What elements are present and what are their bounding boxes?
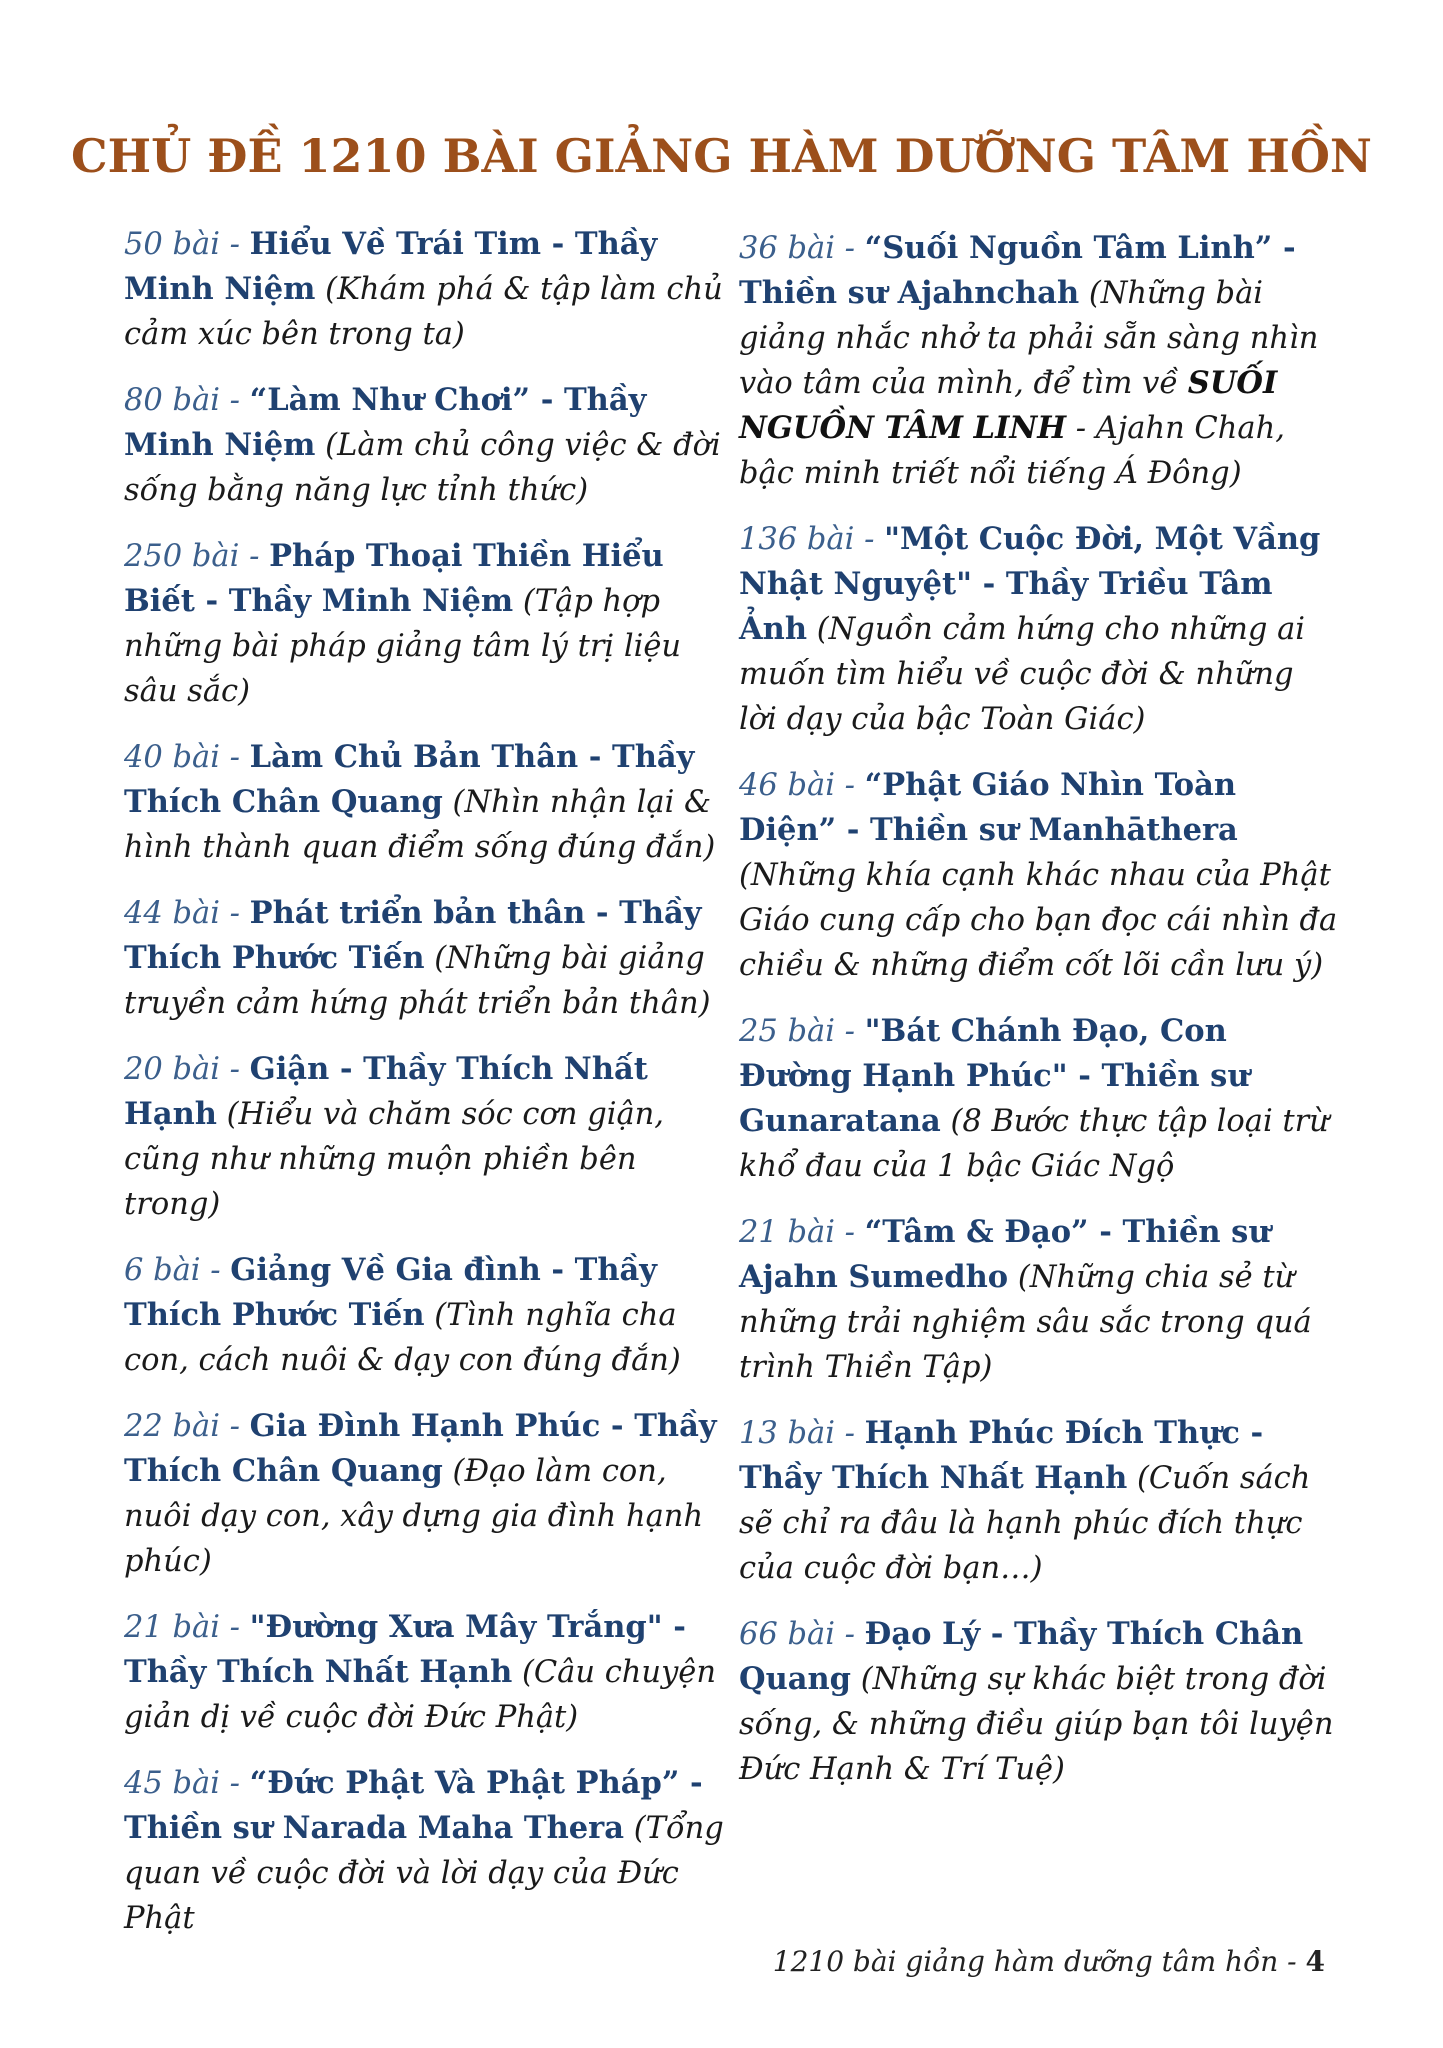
lecture-count: 21 bài - bbox=[124, 1610, 250, 1645]
lecture-count: 13 bài - bbox=[739, 1416, 865, 1451]
lecture-description: (Những chia sẻ từ những trải nghiệm sâu sắc trong quá trình Thiền Tập) bbox=[739, 1260, 1312, 1385]
lecture-count: 6 bài - bbox=[124, 1253, 231, 1288]
lecture-count: 21 bài - bbox=[739, 1215, 865, 1250]
lecture-title: Làm Chủ Bản Thân - Thầy Thích Chân Quang bbox=[124, 739, 695, 820]
lecture-title: “Làm Như Chơi” - Thầy Minh Niệm bbox=[124, 382, 647, 463]
lecture-title: Giận - Thầy Thích Nhất Hạnh bbox=[124, 1051, 648, 1132]
lecture-description: (Làm chủ công việc & đời sống bằng năng lực tỉnh thức) bbox=[124, 428, 721, 508]
lecture-title: Pháp Thoại Thiền Hiểu Biết - Thầy Minh Niệm bbox=[124, 538, 664, 619]
lecture-title: "Bát Chánh Đạo, Con Đường Hạnh Phúc" - Thiền sư Gunaratana bbox=[739, 1013, 1250, 1139]
lecture-title: "Một Cuộc Đời, Một Vầng Nhật Nguyệt" - Thầy Triều Tâm Ảnh bbox=[739, 521, 1321, 647]
lecture-title: Hiểu Về Trái Tim - Thầy Minh Niệm bbox=[124, 226, 658, 307]
footer-text: 1210 bài giảng hàm dưỡng tâm hồn - bbox=[772, 1945, 1306, 1978]
lecture-entry bbox=[124, 222, 724, 357]
lecture-title: Phát triển bản thân - Thầy Thích Phước Tiến bbox=[124, 895, 702, 976]
lecture-description: (Tổng quan về cuộc đời và lời dạy của Đức Phật bbox=[124, 1811, 724, 1936]
lecture-description: (8 Bước thực tập loại trừ khổ đau của 1 bậc Giác Ngộ bbox=[739, 1104, 1329, 1184]
lecture-description-continued: - Ajahn Chah, bậc minh triết nổi tiếng Á Đông) bbox=[739, 411, 1285, 491]
lecture-entry bbox=[739, 763, 1339, 988]
lecture-entry bbox=[124, 534, 724, 714]
lecture-entry bbox=[739, 517, 1339, 742]
lecture-description: (Câu chuyện giản dị về cuộc đời Đức Phật) bbox=[124, 1655, 716, 1735]
lecture-entry bbox=[739, 1612, 1339, 1792]
lecture-title: Giảng Về Gia đình - Thầy Thích Phước Tiến bbox=[124, 1252, 657, 1333]
lecture-title: Hạnh Phúc Đích Thực - Thầy Thích Nhất Hạnh bbox=[739, 1415, 1264, 1496]
lecture-description: (Cuốn sách sẽ chỉ ra đâu là hạnh phúc đích thực của cuộc đời bạn…) bbox=[739, 1461, 1311, 1586]
lecture-description: (Những sự khác biệt trong đời sống, & những điều giúp bạn tôi luyện Đức Hạnh & Trí Tuệ) bbox=[739, 1662, 1334, 1787]
page-footer bbox=[773, 1942, 1325, 1982]
lecture-entry bbox=[124, 378, 724, 513]
lecture-description: (Nguồn cảm hứng cho những ai muốn tìm hiểu về cuộc đời & những lời dạy của bậc Toàn Giác) bbox=[739, 612, 1306, 737]
lecture-title: “Suối Nguồn Tâm Linh” - Thiền sư Ajahnchah bbox=[739, 230, 1296, 311]
lecture-entry bbox=[739, 1411, 1339, 1591]
lecture-count: 136 bài - bbox=[739, 522, 885, 557]
lecture-count: 250 bài - bbox=[124, 539, 270, 574]
lecture-description: (Những bài giảng nhắc nhở ta phải sẵn sàng nhìn vào tâm của mình, để tìm về bbox=[739, 276, 1319, 401]
lecture-entry bbox=[739, 1009, 1339, 1189]
lecture-entry bbox=[124, 735, 724, 870]
lecture-entry bbox=[739, 226, 1339, 496]
lecture-entry bbox=[124, 1605, 724, 1740]
lecture-count: 36 bài - bbox=[739, 231, 865, 266]
left-column bbox=[124, 222, 724, 1962]
lecture-count: 44 bài - bbox=[124, 896, 250, 931]
lecture-entry bbox=[124, 1761, 724, 1941]
page-number: 4 bbox=[1305, 1945, 1325, 1978]
lecture-description: (Khám phá & tập làm chủ cảm xúc bên trong ta) bbox=[124, 272, 723, 352]
lecture-count: 20 bài - bbox=[124, 1052, 250, 1087]
right-column bbox=[739, 226, 1339, 1813]
lecture-count: 25 bài - bbox=[739, 1014, 865, 1049]
lecture-entry bbox=[124, 891, 724, 1026]
lecture-entry bbox=[739, 1210, 1339, 1390]
lecture-title: “Phật Giáo Nhìn Toàn Diện” - Thiền sư Manhāthera bbox=[739, 767, 1238, 848]
emphasized-phrase: SUỐI NGUỒN TÂM LINH bbox=[739, 365, 1278, 446]
lecture-count: 50 bài - bbox=[124, 227, 250, 262]
lecture-description: (Hiểu và chăm sóc cơn giận, cũng như những muộn phiền bên trong) bbox=[124, 1097, 664, 1222]
lecture-entry bbox=[124, 1404, 724, 1584]
lecture-count: 22 bài - bbox=[124, 1409, 250, 1444]
lecture-entry bbox=[124, 1248, 724, 1383]
lecture-count: 40 bài - bbox=[124, 740, 250, 775]
lecture-title: “Đức Phật Và Phật Pháp” - Thiền sư Narada Maha Thera bbox=[124, 1765, 703, 1846]
lecture-description: (Đạo làm con, nuôi dạy con, xây dựng gia đình hạnh phúc) bbox=[124, 1454, 704, 1579]
lecture-description: (Những khía cạnh khác nhau của Phật Giáo cung cấp cho bạn đọc cái nhìn đa chiều & những điểm cốt lõi cần lưu ý) bbox=[739, 858, 1338, 983]
lecture-description: (Tập hợp những bài pháp giảng tâm lý trị liệu sâu sắc) bbox=[124, 584, 682, 709]
lecture-title: Gia Đình Hạnh Phúc - Thầy Thích Chân Quang bbox=[124, 1408, 717, 1489]
lecture-count: 45 bài - bbox=[124, 1766, 250, 1801]
lecture-title: "Đường Xưa Mây Trắng" - Thầy Thích Nhất Hạnh bbox=[124, 1609, 686, 1690]
lecture-description: (Những bài giảng truyền cảm hứng phát triển bản thân) bbox=[124, 941, 711, 1021]
lecture-count: 46 bài - bbox=[739, 768, 865, 803]
lecture-description: (Tình nghĩa cha con, cách nuôi & dạy con đúng đắn) bbox=[124, 1298, 681, 1378]
lecture-entry bbox=[124, 1047, 724, 1227]
lecture-description: (Nhìn nhận lại & hình thành quan điểm sống đúng đắn) bbox=[124, 785, 716, 865]
lecture-title: Đạo Lý - Thầy Thích Chân Quang bbox=[739, 1616, 1304, 1697]
lecture-count: 66 bài - bbox=[739, 1617, 865, 1652]
page-title: CHỦ ĐỀ 1210 BÀI GIẢNG HÀM DƯỠNG TÂM HỒN bbox=[71, 129, 1372, 183]
lecture-count: 80 bài - bbox=[124, 383, 250, 418]
lecture-title: “Tâm & Đạo” - Thiền sư Ajahn Sumedho bbox=[739, 1214, 1271, 1295]
